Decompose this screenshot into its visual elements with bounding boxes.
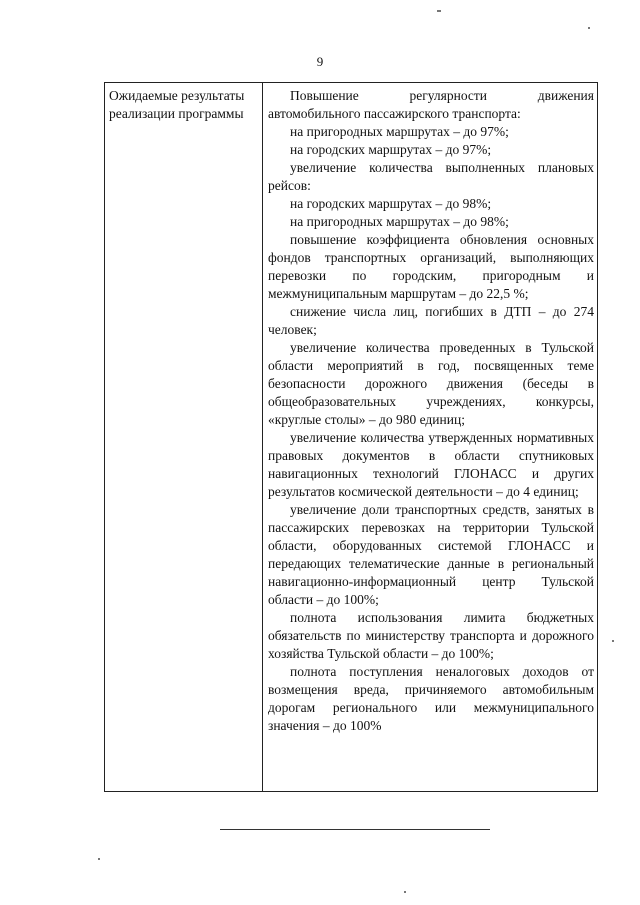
results-paragraph: увеличение доли транспортных средств, занятых в пассажирских перевозках на территории Тульской области, оборудованных системой ГЛОНАСС и передающих телематические данные в региональный навигационно-информационный центр Тульской области – до 100%;: [268, 502, 594, 607]
results-paragraph: полнота поступления неналоговых доходов от возмещения вреда, причиняемого автомобильным дорогам регионального или межмуниципального значения – до 100%: [268, 664, 594, 733]
results-paragraph: на городских маршрутах – до 98%;: [290, 196, 492, 211]
results-cell: [268, 87, 594, 735]
results-paragraph: на городских маршрутах – до 97%;: [290, 142, 492, 157]
results-paragraph: повышение коэффициента обновления основных фондов транспортных организаций, выполняющих перевозки по городским, пригородным и межмуниципальным маршрутам – до 22,5 %;: [268, 232, 594, 301]
scan-speck: [588, 27, 590, 29]
results-paragraph: Повышение регулярности движения автомобильного пассажирского транспорта:: [268, 88, 594, 121]
results-paragraph: полнота использования лимита бюджетных обязательств по министерству транспорта и дорожного хозяйства Тульской области – до 100%;: [268, 610, 594, 661]
footer-rule: [220, 829, 490, 830]
results-table: [104, 82, 598, 792]
scan-speck: [612, 640, 614, 642]
results-paragraph: на пригородных маршрутах – до 98%;: [290, 214, 509, 229]
page-number: 9: [316, 54, 324, 69]
results-paragraph: снижение числа лиц, погибших в ДТП – до 274 человек;: [268, 304, 594, 337]
scan-speck: [404, 891, 406, 893]
results-paragraph: на пригородных маршрутах – до 97%;: [290, 124, 509, 139]
results-paragraph: увеличение количества выполненных плановых рейсов:: [268, 160, 594, 193]
scan-speck: [437, 10, 441, 12]
row-label: Ожидаемые результаты реализации программы: [109, 88, 245, 121]
scan-speck: [98, 858, 100, 860]
results-paragraph: увеличение количества проведенных в Тульской области мероприятий в год, посвященных теме безопасности дорожного движения (беседы в общеобразовательных учреждениях, конкурсы, «круглые столы» – до 980 единиц;: [268, 340, 594, 427]
results-paragraph: увеличение количества утвержденных нормативных правовых документов в области спутниковых навигационных технологий ГЛОНАСС и других результатов космической деятельности – до 4 единиц;: [268, 430, 594, 499]
column-divider: [262, 83, 263, 791]
